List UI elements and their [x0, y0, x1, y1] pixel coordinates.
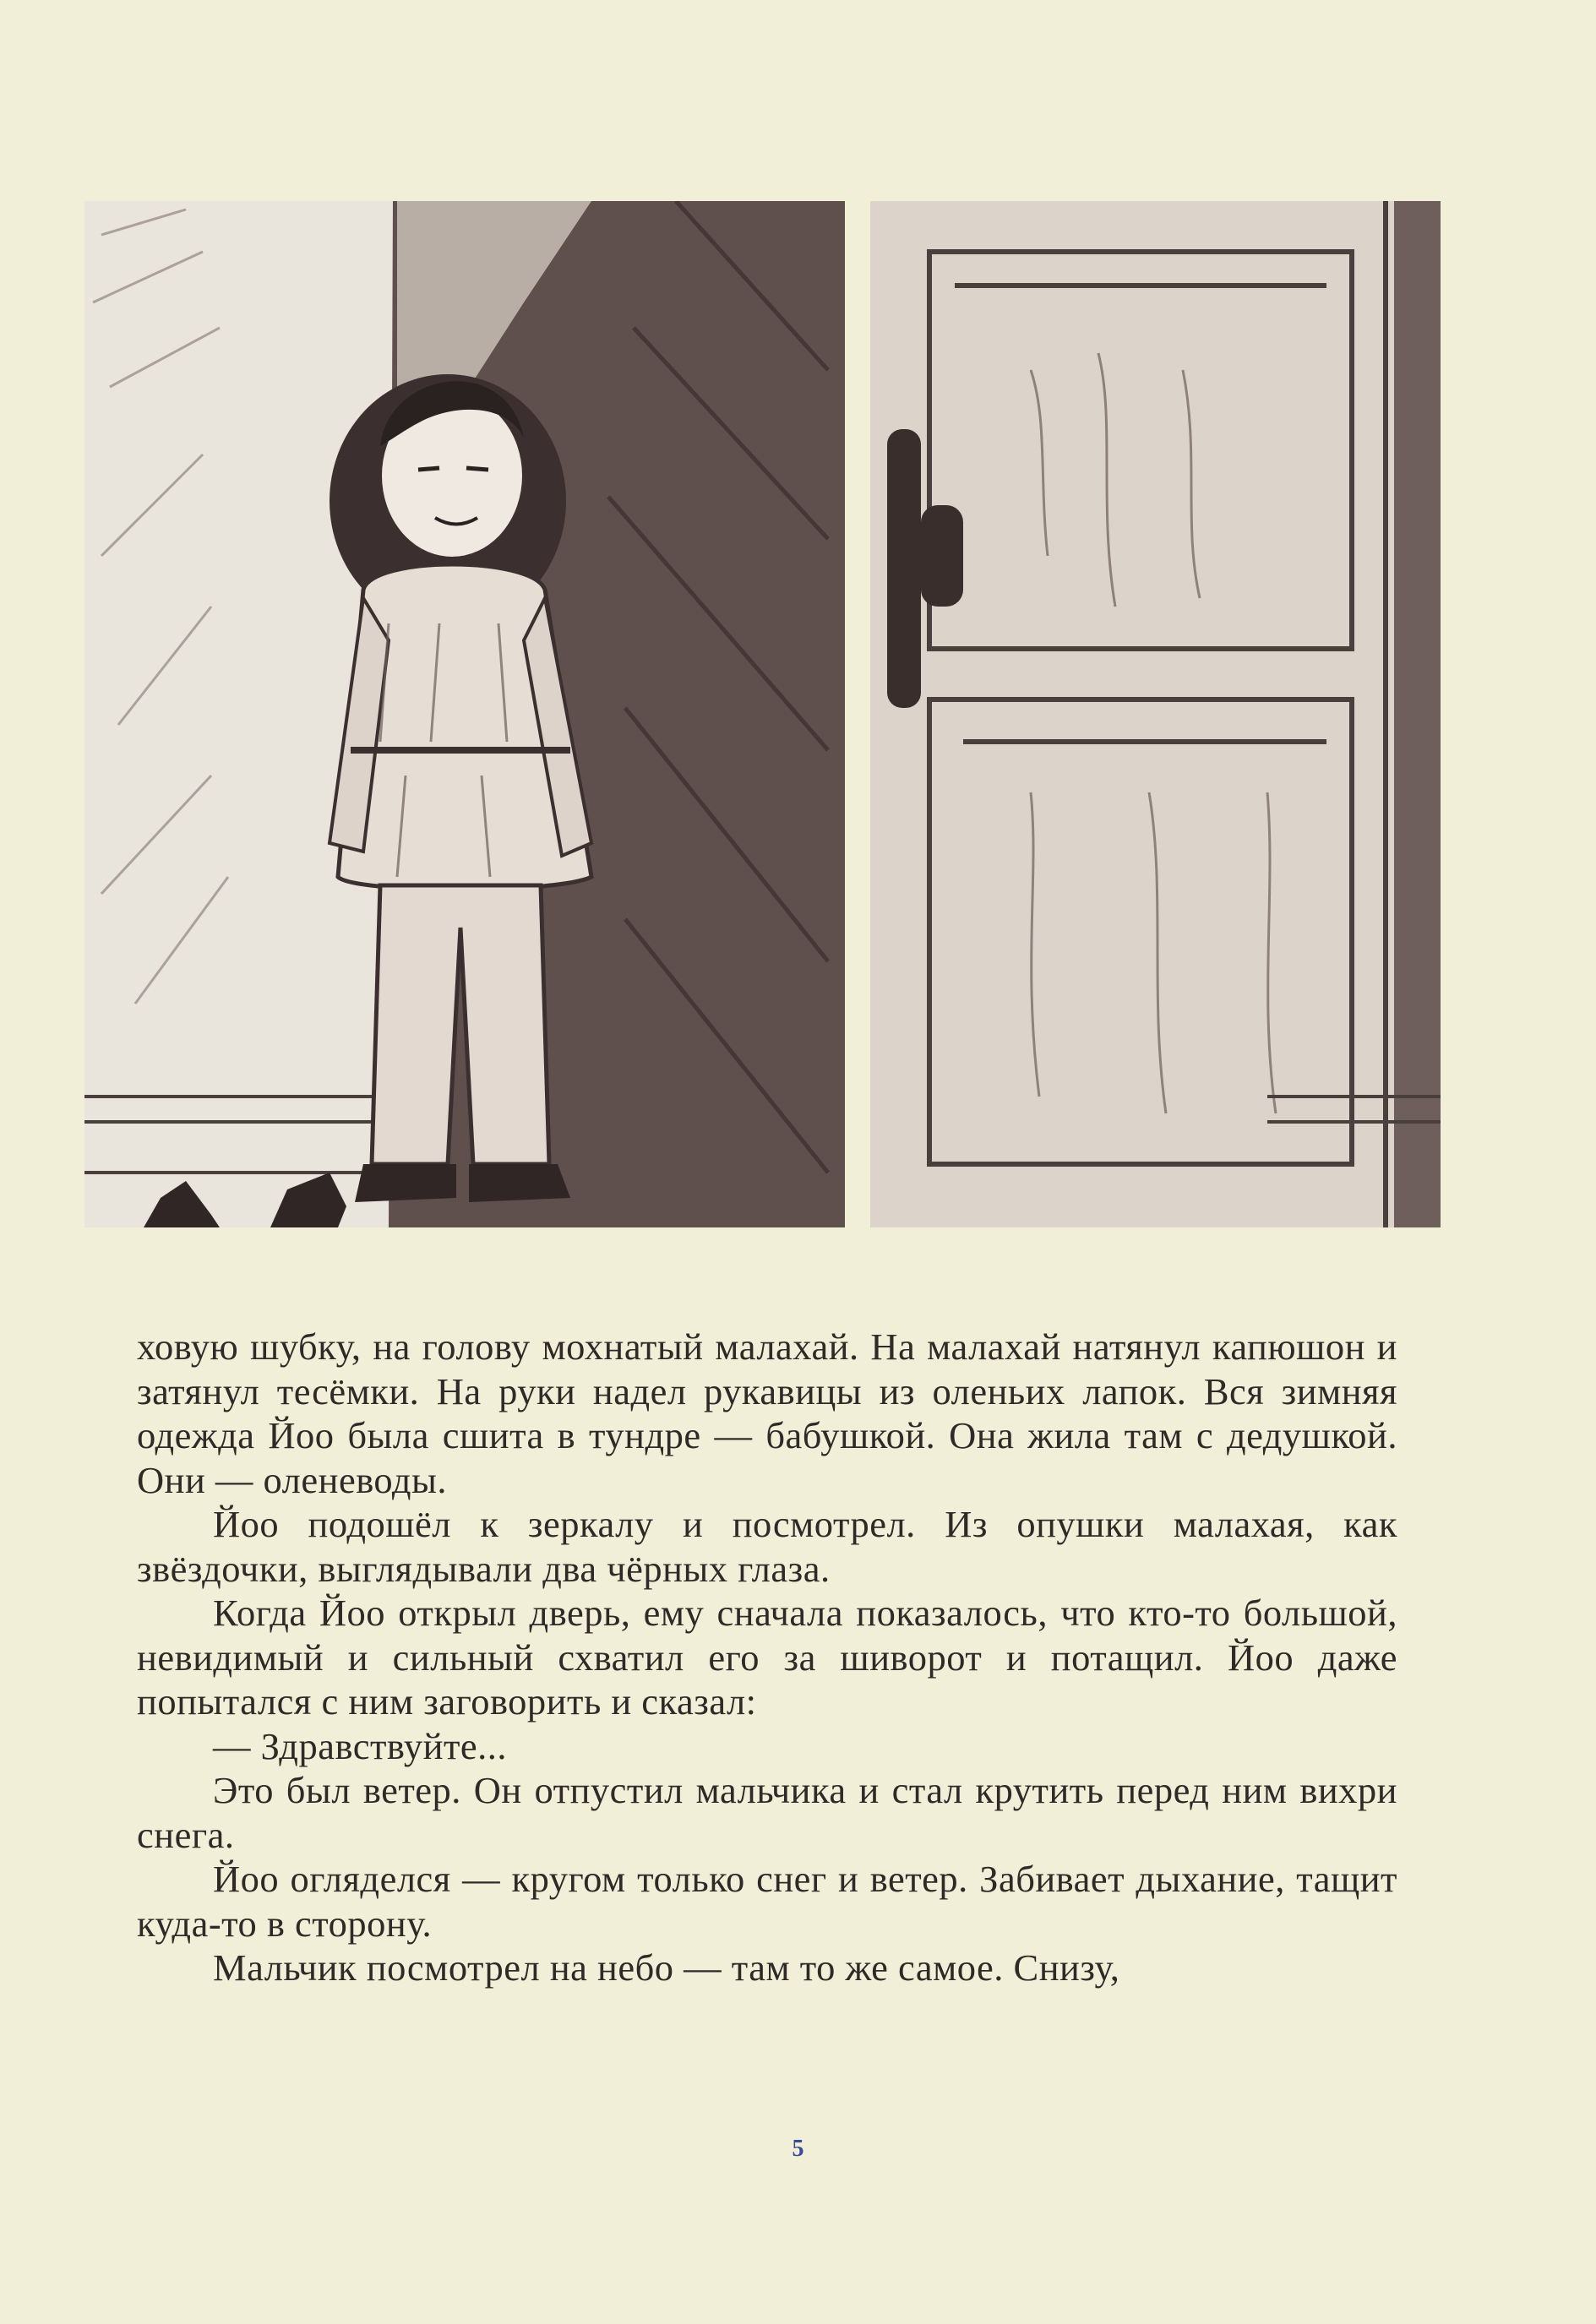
paragraph: ховую шубку, на голову мохнатый малахай. На малахай натянул капюшон и затянул тесёмки. На руки надел рукавицы из оленьих лапок. Вся зимняя одежда Йоо была сшита в тундре — бабушкой. Она жила там с дедушкой. Они — оленеводы. — [137, 1325, 1397, 1501]
page-number: 5 — [792, 2136, 804, 2162]
paragraph: Мальчик посмотрел на небо — там то же самое. Снизу, — [213, 1946, 1120, 1989]
paragraph: Йоо огляделся — кругом только снег и ветер. Забивает дыхание, тащит куда-то в сторону. — [137, 1858, 1397, 1945]
body-text — [137, 1325, 1397, 1990]
illustration-drawing — [84, 201, 1441, 1227]
paragraph: Когда Йоо открыл дверь, ему сначала показалось, что кто-то большой, невидимый и сильный схватил его за шиворот и потащил. Йоо даже попытался с ним заговорить и сказал: — [137, 1592, 1397, 1723]
paragraph: Йоо подошёл к зеркалу и посмотрел. Из опушки малахая, как звёздочки, выглядывали два чёрных глаза. — [137, 1503, 1397, 1590]
boy-in-doorway-illustration — [84, 201, 1441, 1227]
paragraph: — Здравствуйте... — [213, 1724, 508, 1767]
paragraph: Это был ветер. Он отпустил мальчика и стал крутить перед ним вихри снега. — [137, 1769, 1397, 1856]
